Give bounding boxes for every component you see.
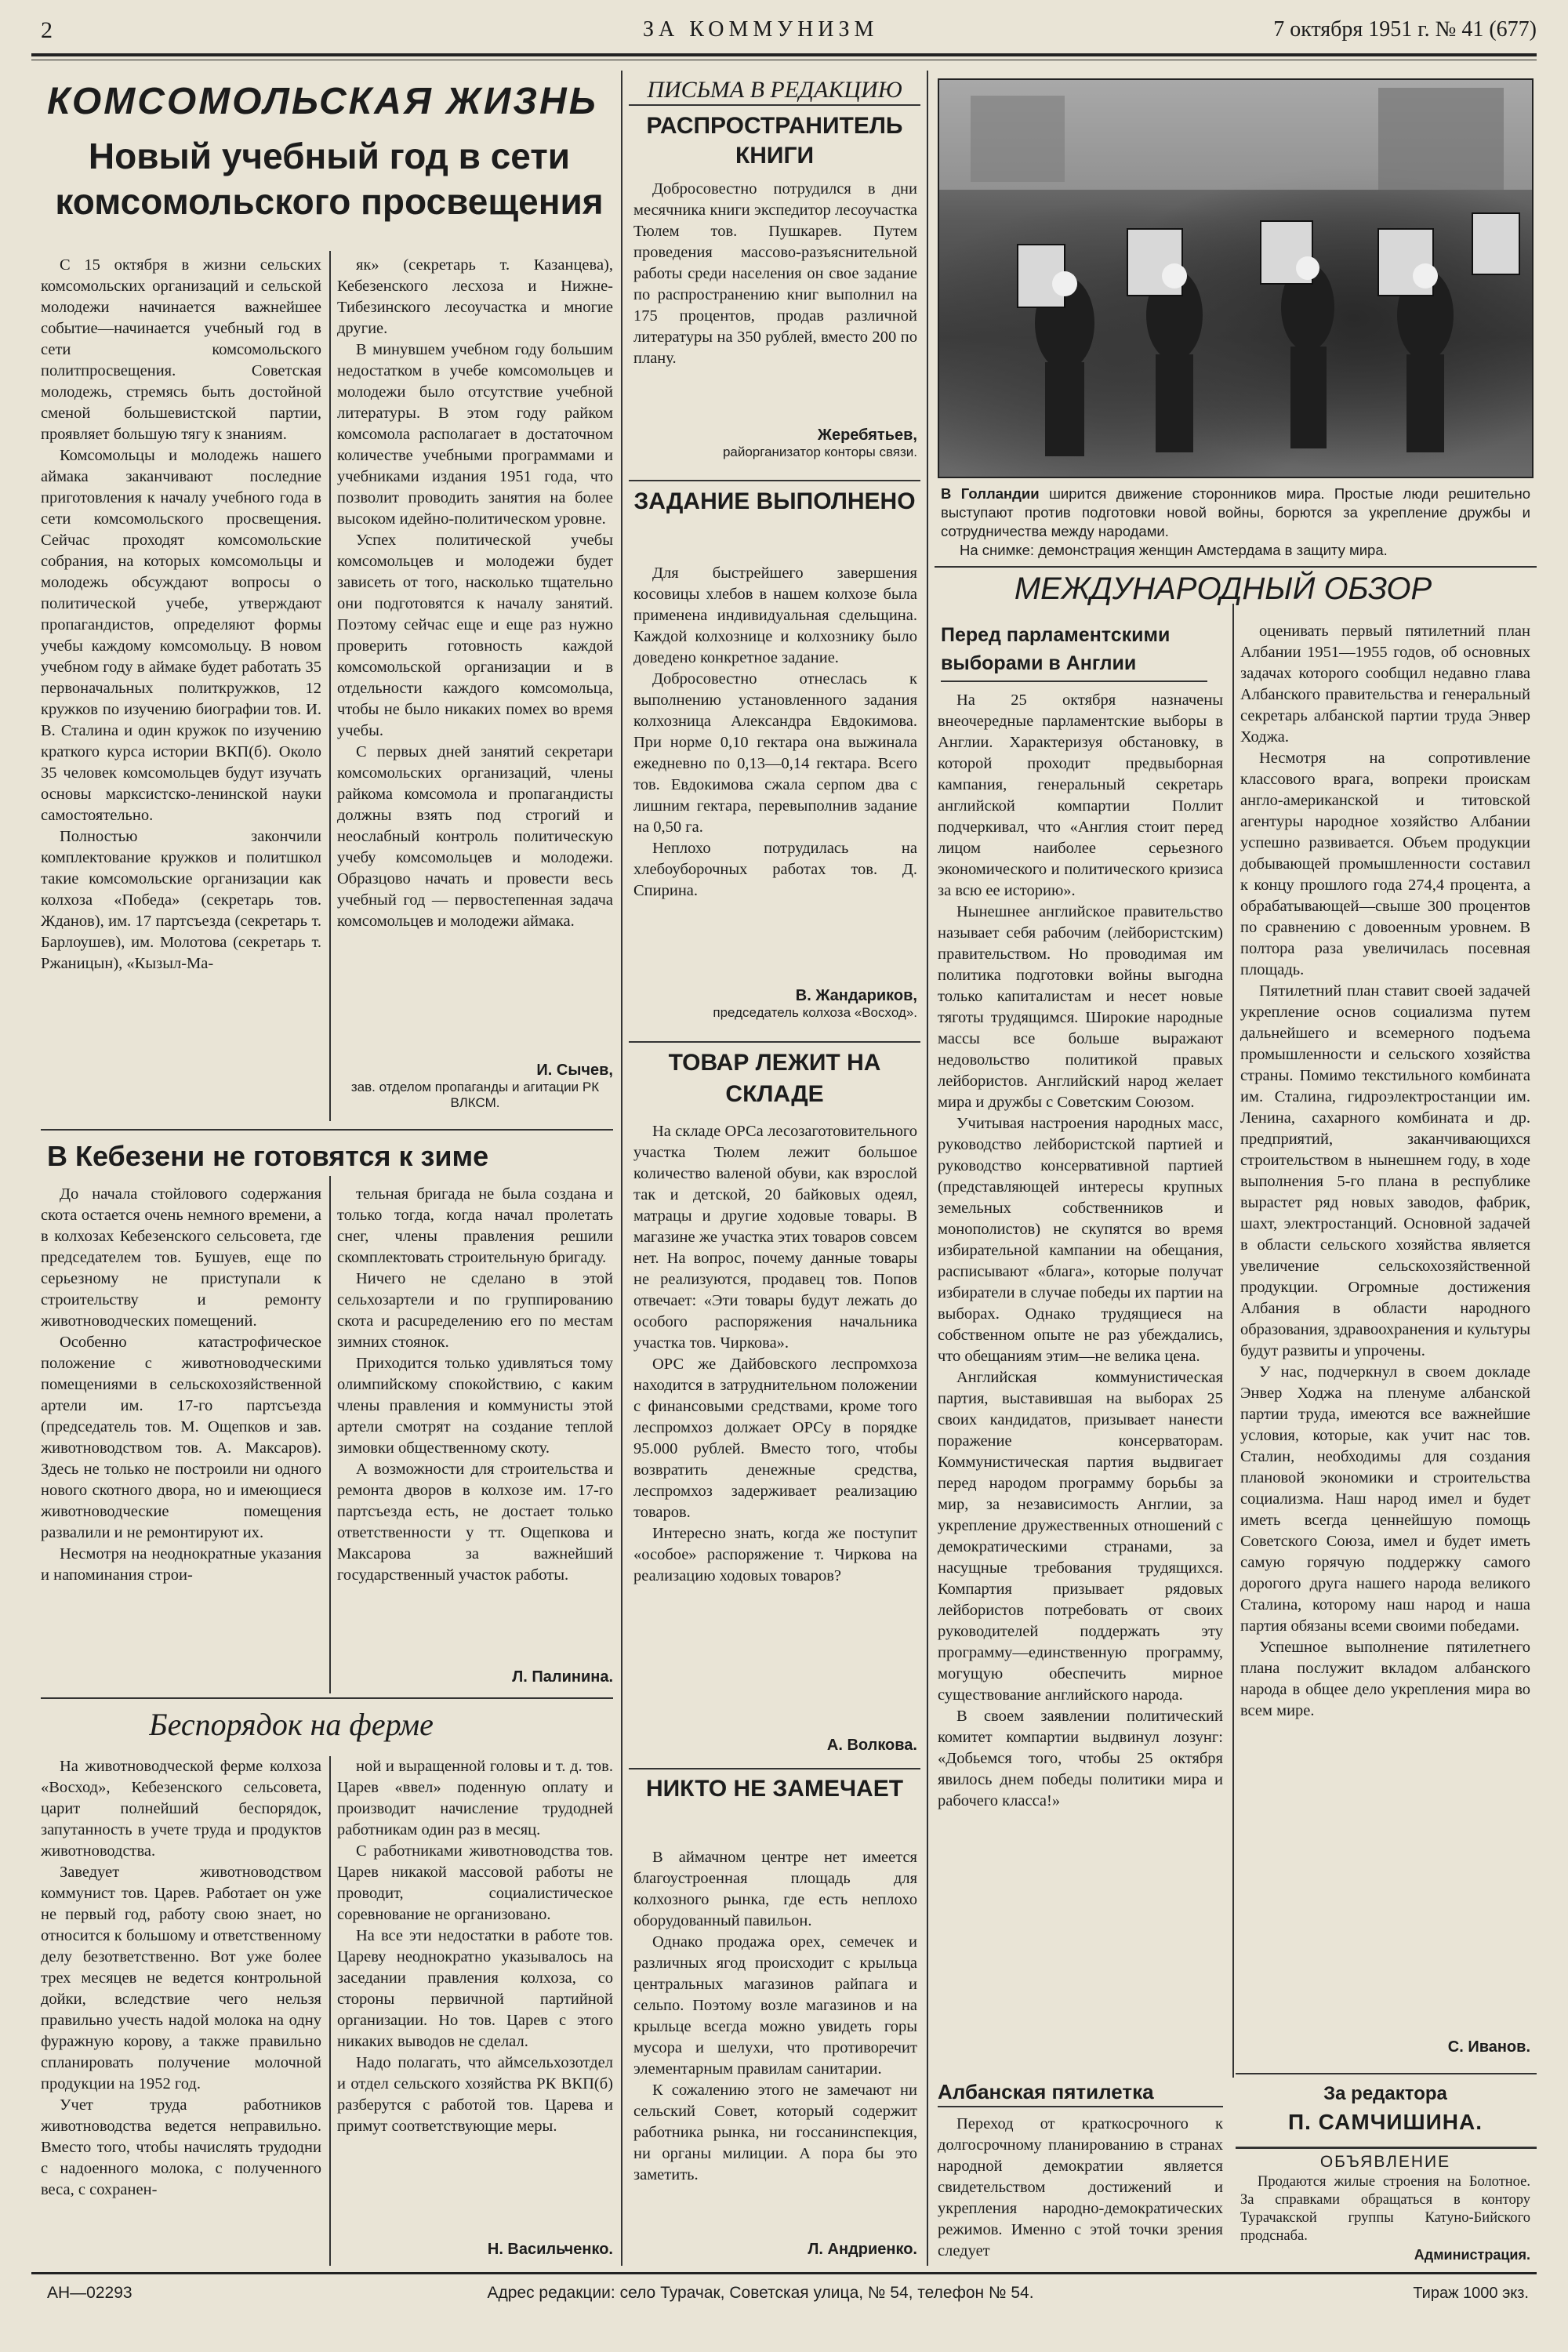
page-number: 2 (41, 17, 53, 43)
intl-col1 (938, 690, 1223, 2070)
paragraph: Переход от краткосрочного к долгосрочному планированию в странах народной демократии является свидетельством достижений и укрепления народно-демократических режимов. Именно с этой точки зрения следует (938, 2115, 1223, 2259)
paragraph: Надо полагать, что аймсельхозотдел и отдел сельского хозяйства РК ВКП(б) разберутся с работой тов. Царева и примут соответствующие меры. (337, 2054, 613, 2135)
paragraph: В минувшем учебном году большим недостатком в учебе комсомольцев и молодежи было отсутствие учебной литературы. В этом году райком комсомола располагает в достаточном количестве учебными программами и учебниками издания 1951 года, что позволит проводить занятия на более высоком идейно-политическом уровне. (337, 341, 613, 528)
paragraph: В аймачном центре нет имеется благоустроенная площадь для колхозного рынка, где есть неплохо оборудованный павильон. (633, 1849, 917, 1929)
komsomol-col1 (41, 255, 321, 1133)
letter2-signature: В. Жандариков, (795, 987, 917, 1004)
komsomol-title: Новый учебный год в сети комсомольского просвещения (55, 136, 604, 222)
letter2-title: ЗАДАНИЕ ВЫПОЛНЕНО (633, 488, 916, 514)
paragraph: Однако продажа орех, семечек и различных ягод происходит с крыльца центральных магазинов райпага и сельпо. Поэтому возле магазинов и на крыльце всегда можно увидеть горы мусора и шелухи, что противоречит элементарным правилам санитарии. (633, 1933, 917, 2078)
paragraph: тельная бригада не была создана и только тогда, когда начал пролетать снег, члены правления решили скомплектовать строительную бригаду. (337, 1185, 613, 1266)
column-rule (329, 251, 331, 1121)
paragraph: Приходится только удивляться тому олимпийскому спокойствию, с каким члены правления и коммунисты этой артели смотрят на создание теплой зимовки общественному скоту. (337, 1355, 613, 1457)
footer-rule (31, 2272, 1537, 2274)
paragraph: На животноводческой ферме колхоза «Восход», Кебезенского сельсовета, царит полнейший беспорядок, запутанность в учете труда и продуктов животноводства. (41, 1758, 321, 1860)
letter1-signature-block (633, 423, 917, 469)
paragraph: С 15 октября в жизни сельских комсомольских организаций и сельской молодежи начинается важнейшее событие—начинается учебный год в сети комсомольского политпросвещения. Советская молодежь, стремясь быть достойной сменой большевистской партии, проявляет большую тягу к знаниям. (41, 256, 321, 443)
letter2-signature-block (633, 984, 917, 1031)
ferma-title: Беспорядок на ферме (149, 1707, 434, 1742)
footer-address: Адрес редакции: село Турачак, Советская улица, № 54, телефон № 54. (487, 2284, 1034, 2302)
intl-signature: С. Иванов. (1447, 2038, 1530, 2056)
paragraph: Нынешнее английское правительство называет себя рабочим (лейбористским) правительством. Но проводимая им политика подготовки войны выгодна только капиталистам и несет новые тяготы трудящимся. Широкие народные массы все больше выражают недовольство политикой правых лейбористов. Английский народ желает мира и дружбы с Советским Союзом. (938, 903, 1223, 1111)
notice-block (1240, 2151, 1530, 2266)
notice-text: Продаются жилые строения на Болотное. За справками обращаться в контору Турачакской группы Катуно-Бийского продснаба. (1240, 2174, 1530, 2244)
issue-info: 7 октября 1951 г. № 41 (677) (1273, 17, 1537, 42)
paragraph: С первых дней занятий секретари комсомольских организаций, члены райкома комсомола и пропагандисты должны взять под строгий и неослабный контроль политическую учебу комсомольцев и молодежи. Образцово начать и провести весь учебный год — первостепенная задача комсомольцев и молодежи аймака. (337, 743, 613, 930)
komsomol-rubric: КОМСОМОЛЬСКАЯ ЖИЗНЬ (47, 81, 598, 122)
letter2-text (633, 563, 917, 986)
paragraph: На складе ОРСа лесозаготовительного участка Тюлем лежит большое количество валеной обуви, как взрослой так и детской, 20 байковых одеял, матрацы и другие ходовые товары. В магазине же участка этих товаров совсем нет. На вопрос, почему данные товары не реализуются, продавец тов. Попов отвечает: «Эти товары будут лежать до особого распоряжения начальника участка тов. Чиркова». (633, 1123, 917, 1352)
komsomol-signature: И. Сычев, (536, 1062, 613, 1079)
letter3-title: ТОВАР ЛЕЖИТ НА СКЛАДЕ (668, 1050, 881, 1107)
letter2-signature-position: председатель колхоза «Восход». (713, 1005, 917, 1020)
paragraph: А возможности для строительства и ремонта дворов в колхозе им. 17-го партсъезда есть, не достает только ответственности у тт. Ощепкова и Максарова за важнейший государственный участок работы. (337, 1461, 613, 1584)
komsomol-col2 (337, 255, 613, 1062)
section-rule (1236, 2073, 1537, 2074)
paragraph: Добросовестно отнеслась к выполнению установленного задания колхозница Александра Евдокимова. При норме 0,10 гектара она выжинала ежедневно по 0,13—0,14 гектара. Всего тов. Евдокимова сжала серпом два с лишним гектара, перевыполнив задание на 0,50 га. (633, 670, 917, 836)
paragraph: Неплохо потрудилась на хлебоуборочных работах тов. Д. Спирина. (633, 840, 917, 899)
ferma-col2 (337, 1756, 613, 2234)
paragraph: Несмотря на сопротивление классового врага, вопреки проискам англо-американской и титовской агентуры народное хозяйство Албании успешно развивается. Объем продукции добывающей промышленности составил к концу прошлого года 274,4 процента, а обрабатывающей—свыше 300 процентов по сравнению с довоенным уровнем. В полтора раза увеличилась посевная площадь. (1240, 750, 1530, 978)
section-rule (41, 1697, 613, 1699)
masthead-rule (31, 53, 1537, 56)
editor-line1: За редактора (1323, 2083, 1447, 2104)
komsomol-signature-block (337, 1058, 613, 1125)
column-rule (1232, 604, 1234, 2078)
letter4-text (633, 1847, 917, 2239)
paragraph: Для быстрейшего завершения косовицы хлебов в нашем колхозе была применена индивидуальная сдельщина. Каждой колхознице и колхознику было доведено конкретное задание. (633, 564, 917, 666)
footer-circulation: Тираж 1000 экз. (1413, 2285, 1529, 2302)
paragraph: Добросовестно потрудился в дни месячника книги экспедитор лесоучастка Тюлем тов. Пушкарев. Путем проведения массово-разъяснительной работы среди населения он свое задание по распространению книг выполнил на 175 процентов, продав различной литературы на 350 рублей, вместо 200 по плану. (633, 180, 917, 367)
section-rule (1236, 2147, 1537, 2149)
paragraph: До начала стойлового содержания скота остается очень немного времени, а в колхозах Кебезенского сельсовета, где председателем тов. Бушуев, еще по серьезному не приступали к строительству и ремонту животноводческих помещений. (41, 1185, 321, 1330)
letter3-signature: А. Волкова. (826, 1737, 917, 1754)
intl-rubric: МЕЖДУНАРОДНЫЙ ОБЗОР (1014, 572, 1432, 606)
notice-sign: Администрация. (1414, 2247, 1530, 2263)
editor-block (1240, 2081, 1530, 2143)
ferma-col1 (41, 1756, 321, 2266)
paragraph: Успех политической учебы комсомольцев и молодежи будет зависеть от того, насколько тщательно они подготовятся к началу занятий. Поэтому сейчас еще и еще раз нужно проверить готовность каждой комсомольской организации и в отдельности каждого комсомольца, чтобы не было никаких помех во время учебы. (337, 532, 613, 739)
paragraph: ОРС же Дайбовского леспромхоза находится в затруднительном положении с финансовыми средствами, кроме того леспромхоз должает ОРСу в порядке 95.000 рублей. Вместо того, чтобы возвратить денежные средства, леспромхоз задерживает реализацию товаров. (633, 1356, 917, 1521)
paragraph: Комсомольцы и молодежь нашего аймака заканчивают последние приготовления к началу учебного года в сети комсомольского просвещения. Сейчас проходят комсомольские собрания, на которых комсомольцы и молодежь обсуждают вопросы о политической учебе, утверждают пропагандистов, определяют формы учебы каждому комсомольцу. В новом учебном году в аймаке будет работать 35 первоначальных политкружков, 12 кружков по изучению биографии тов. И. В. Сталина и один кружок по изучению краткого курса истории ВКП(б). Около 35 человек комсомольцев будут изучать основы марксистско-ленинской науки самостоятельно. (41, 447, 321, 824)
paragraph: К сожалению этого не замечают ни сельский Совет, который содержит работника рынка, ни госсанинспекция, ни органы милиции. А пора бы это заметить. (633, 2082, 917, 2183)
paragraph: Успешное выполнение пятилетнего плана послужит вкладом албанского народа в общее дело укрепления мира во всем мире. (1240, 1639, 1530, 1719)
paragraph: Учитывая настроения народных масс, руководство лейбористской партией и руководство консервативной партией (представляющей интересы крупных земельных собственников и монополистов) не скупятся во время избирательной кампании на обещания, расписывают «блага», которые получат избиратели в случае победы их партии на выборах. Однако трудящиеся на собственном опыте не раз убеждались, что обещаниям этим—не велика цена. (938, 1115, 1223, 1365)
editor-name: П. САМЧИШИНА. (1287, 2110, 1483, 2134)
column-rule (329, 1756, 331, 2266)
kebezen-signature: Л. Палинина. (512, 1668, 613, 1686)
section-rule (629, 1768, 920, 1769)
paragraph: Интересно знать, когда же поступит «особое» распоряжение т. Чиркова на реализацию ходовых товаров? (633, 1525, 917, 1584)
paragraph: Особенно катастрофическое положение с животноводческими помещениями в сельскохозяйственной артели им. 17-го партсъезда (председатель тов. М. Ощепков и зав. животноводством тов. А. Максаров). Здесь не только не построили ни одного нового скотного двора, но и имеющиеся животноводческие помещения развалили и не ремонтируют их. (41, 1334, 321, 1541)
paragraph: Ничего не сделано в этой сельхозартели и по группированию скота и расupeделению его по местам зимних стоянок. (337, 1270, 613, 1351)
paragraph: У нас, подчеркнул в своем докладе Энвер Ходжа на пленуме албанской партии труда, имеются все важнейшие условия, которые, как учит нас тов. Сталин, необходимы для создания плановой экономики и строительства социализма. Наш народ имел и будет иметь всегда ценнейшую помощь Советского Союза, имел и будет иметь самую горячую поддержку самого дорогого друга нашего народа великого Сталина, которому наш народ и наша партия обязаны всеми своими победами. (1240, 1363, 1530, 1635)
paragraph: Заведует животноводством коммунист тов. Царев. Работает он уже не первый год, работу свою знает, но относится к большому и ответственному делу безответственно. Вот уже более трех месяцев не ведется контрольной дойки, вследствие чего нельзя правильно учесть надой молока на одну фуражную корову, а также правильно спланировать получение молочной продукции на 1952 год. (41, 1864, 321, 2092)
letters-rubric: ПИСЬМА В РЕДАКЦИЮ (629, 74, 920, 106)
letter3-text (633, 1121, 917, 1733)
caption-note: На снимке: демонстрация женщин Амстердама в защиту мира. (960, 542, 1388, 558)
caption-lead: В Голландии (941, 485, 1040, 502)
paragraph: На 25 октября назначены внеочередные парламентские выборы в Англии. Характеризуя обстановку, в которой проходит предвыборная кампания, генеральный секретарь английской компартии Поллит подчеркивал, что «Англия стоит перед лицом наиболее серьезного экономического и политического кризиса за всю ее историю». (938, 691, 1223, 899)
intl-sub2: Албанская пятилетка (938, 2076, 1223, 2107)
letter1-signature-position: райорганизатор конторы связи. (722, 445, 917, 459)
column-rule (329, 1176, 331, 1693)
section-rule (629, 1041, 920, 1043)
notice-title: ОБЪЯВЛЕНИЕ (1319, 2153, 1451, 2171)
paragraph: В своем заявлении политический комитет компартии выдвинул лозунг: «Добьемся того, чтобы 25 октября явилось днем победы политики мира и рабочего класса!» (938, 1708, 1223, 1809)
paragraph: С работниками животноводства тов. Царев никакой массовой работы не проводит, социалистическое соревнование не организовано. (337, 1842, 613, 1923)
photo-figures (939, 80, 1532, 477)
column-rule (927, 71, 928, 2266)
paragraph: Английская коммунистическая партия, выставившая на выборах 25 своих кандидатов, призывает нанести поражение консерваторам. Коммунистическая партия выдвигает перед народом программу борьбы за мир, за независимость Англии, за укрепление дружественных отношений с демократическими странами, за насущные требования трудящихся. Компартия призывает рядовых лейбористов потребовать от своих руководителей поддержать эту программу—единственную программу, могущую обеспечить мирное существование английского народа. (938, 1369, 1223, 1704)
kebezen-col2 (337, 1184, 613, 1670)
paragraph: ной и выращенной головы и т. д. тов. Царев «ввел» поденную оплату и производит начисление трудодней работникам один раз в месяц. (337, 1758, 613, 1838)
column-rule (621, 71, 622, 2266)
paragraph: Учет труда работников животноводства ведется неправильно. Вместо того, чтобы начислять трудодни с надоенного молока, с полученного веса, с сохранен- (41, 2096, 321, 2198)
letter4-title: НИКТО НЕ ЗАМЕЧАЕТ (645, 1776, 904, 1802)
ferma-signature: Н. Васильченко. (487, 2241, 613, 2258)
paragraph: оценивать первый пятилетний план Албании 1951—1955 годов, об основных задачах которого сообщил недавно глава Албанского правительства и генеральный секретарь албанской партии труда Энвер Ходжа. (1240, 622, 1530, 746)
intl-col2 (1240, 621, 1530, 2032)
paper-name: ЗА КОММУНИЗМ (643, 17, 879, 42)
paragraph: як» (секретарь т. Казанцева), Кебезенского лесхоза и Нижне-Тибезинского лесоучастка и многие другие. (337, 256, 613, 337)
intl-sub1: Перед парламентскими выборами в Англии (941, 621, 1207, 682)
letter1-text (633, 179, 917, 414)
paragraph: Полностью закончили комплектование кружков и политшкол такие комсомольские организации как колхоза «Победа» (секретарь тов. Жданов), им. 17 партсъезда (секретарь т. Барлоушев), им. Молотова (секретарь т. Ржаницын), «Кызыл-Ма- (41, 828, 321, 972)
kebezen-title: В Кебезени не готовятся к зиме (47, 1140, 489, 1172)
intl-col1b (938, 2114, 1223, 2263)
footer-code: АН—02293 (47, 2284, 132, 2302)
section-rule (629, 480, 920, 481)
paragraph: Несмотря на неоднократные указания и напоминания стрoи- (41, 1545, 321, 1584)
letter1-title: РАСПРОСТРАНИТЕЛЬ КНИГИ (646, 113, 903, 169)
letter1-signature: Жеребятьев, (817, 426, 917, 444)
demonstration-photo (938, 78, 1534, 478)
letter4-signature: Л. Андриенко. (808, 2241, 917, 2258)
paragraph: На все эти недостатки в работе тов. Цареву неоднократно указывалось на заседании правления колхоза, со стороны первичной партийной организации. Но тов. Царев с этого никаких выводов не сделал. (337, 1927, 613, 2050)
paragraph: Пятилетний план ставит своей задачей укрепление основ социализма путем дальнейшего и всемерного подъема промышленности и сельского хозяйства страны. Помимо текстильного комбината им. Сталина, гидроэлектростанции им. Ленина, сахарного комбината и др. предприятий, заканчивающихся строительством в нынешнем году, в ходе выполнения 5-го плана в республике вырастет ряд новых заводов, фабрик, шахт, электростанций. Основной задачей в области сельского хозяйства является увеличение сельскохозяйственной продукции. Огромные достижения Албания в области народного образования, здравоохранения и культуры будут развиты и упрочены. (1240, 982, 1530, 1359)
photo-caption (941, 485, 1530, 563)
caption-text: ширится движение сторонников мира. Простые люди решительно выступают против подготовки новой войны, борются за укрепление дружбы и сотрудничества между народами. (941, 485, 1530, 539)
komsomol-signature-position: зав. отделом пропаганды и агитации РК ВЛКСМ. (350, 1080, 600, 1110)
section-rule (41, 1129, 613, 1131)
kebezen-col1 (41, 1184, 321, 1701)
